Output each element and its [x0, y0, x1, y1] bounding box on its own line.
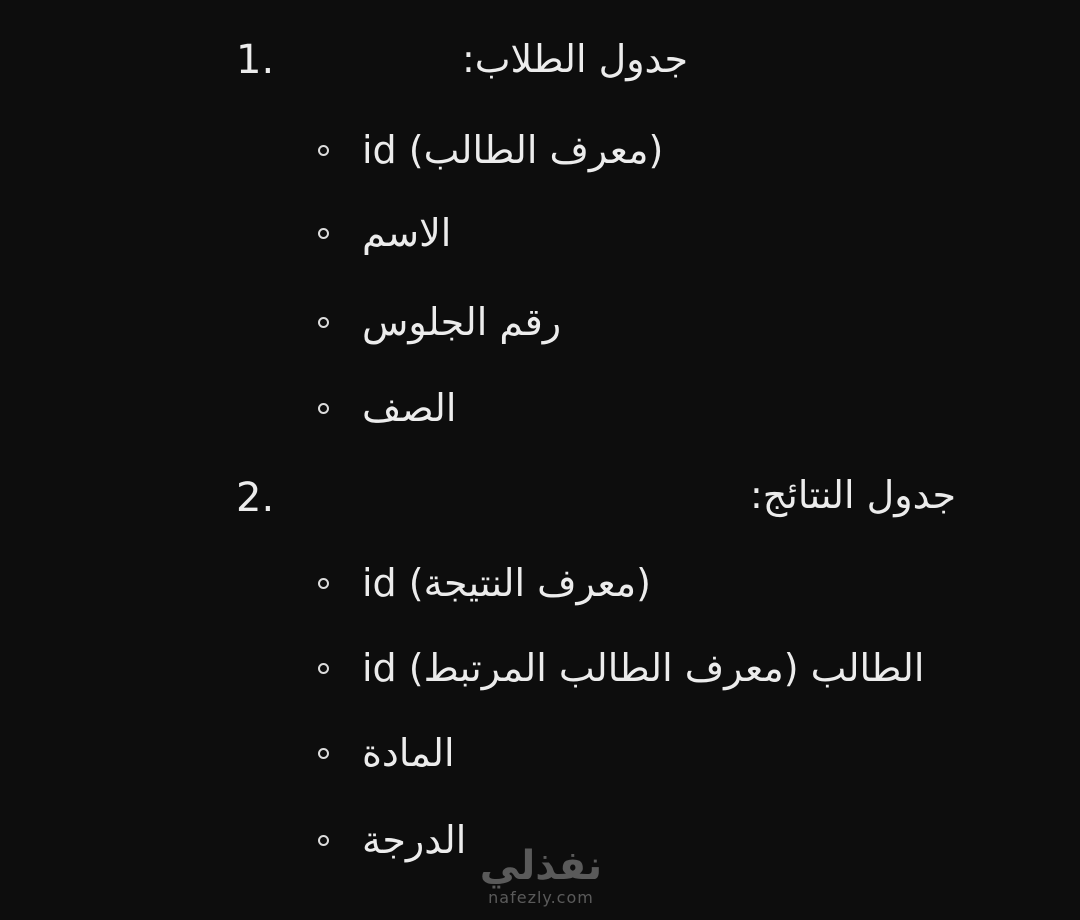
list-number: 2. — [236, 475, 275, 521]
list-item — [318, 122, 663, 178]
list-item-text: الصف — [362, 386, 457, 430]
list-item-text: الدرجة — [362, 818, 467, 862]
bullet-icon — [318, 145, 329, 156]
bullet-icon — [318, 835, 329, 846]
list-item-text: رقم الجلوس — [362, 300, 562, 344]
list-item — [318, 725, 455, 781]
list-item — [318, 380, 456, 436]
bullet-icon — [318, 663, 329, 674]
list-item-text: الطالب (معرف الطالب المرتبط) id — [362, 646, 925, 690]
list-item-text: id (معرف النتيجة) — [362, 561, 651, 605]
watermark-url: nafezly.com — [488, 888, 594, 907]
list-item — [318, 555, 651, 611]
list-item — [318, 812, 466, 868]
list-number: 1. — [236, 37, 275, 83]
bullet-icon — [318, 317, 329, 328]
watermark-logo — [466, 843, 616, 907]
list-item-text: المادة — [362, 731, 455, 775]
list-item — [318, 205, 451, 261]
list-item-text: الاسم — [362, 211, 452, 255]
bullet-icon — [318, 228, 329, 239]
watermark-logo-text: نفذلي — [479, 843, 603, 889]
list-item-text: id (معرف الطالب) — [362, 128, 664, 172]
list-item — [318, 294, 561, 350]
bullet-icon — [318, 403, 329, 414]
section-heading: جدول النتائج: — [749, 473, 956, 517]
bullet-icon — [318, 748, 329, 759]
list-item — [318, 640, 924, 696]
bullet-icon — [318, 578, 329, 589]
section-heading: جدول الطلاب: — [461, 37, 688, 81]
